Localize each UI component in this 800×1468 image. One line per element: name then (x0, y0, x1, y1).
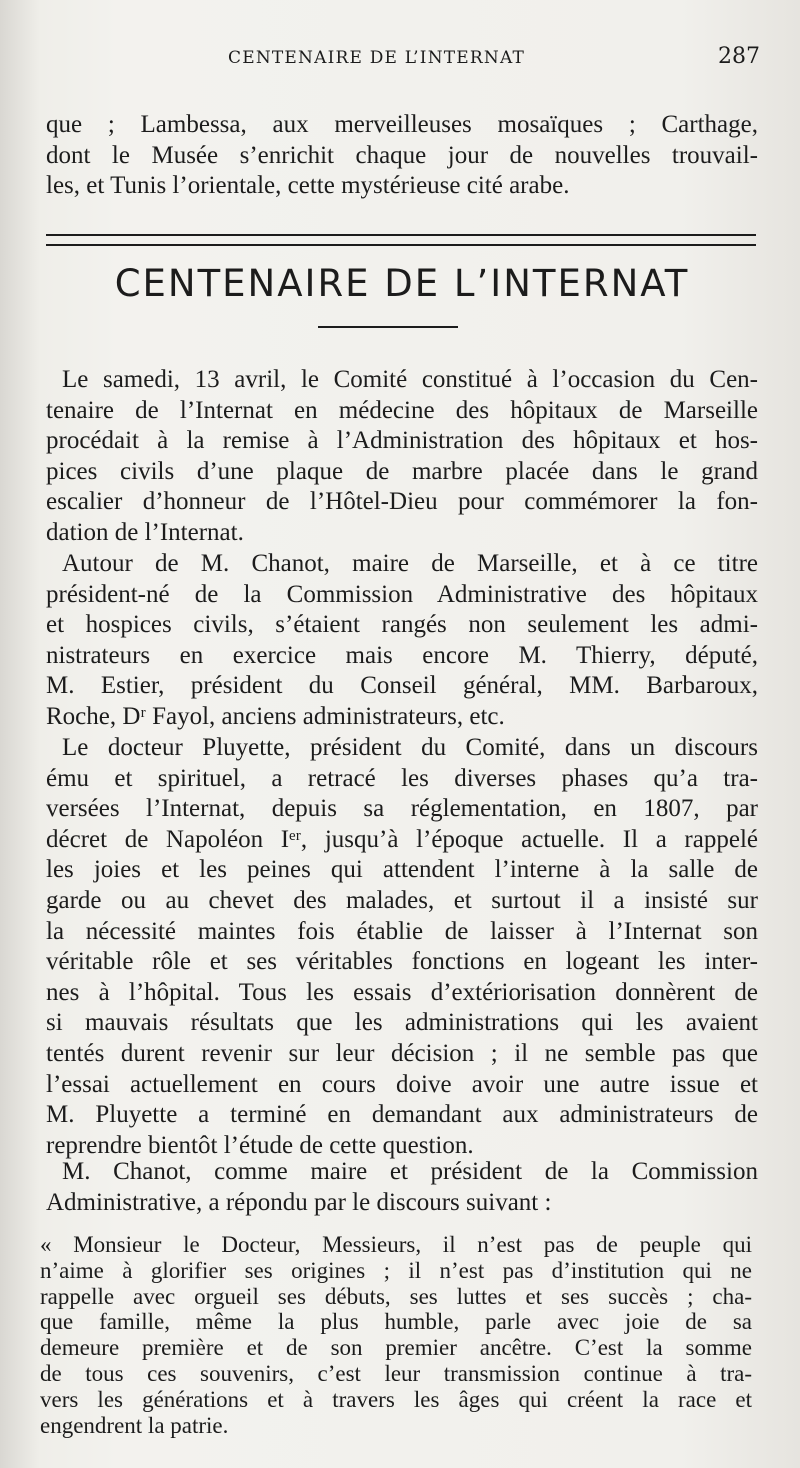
text-line: Roche, Dʳ Fayol, anciens administrateurs, etc. (46, 702, 505, 730)
text-line: si mauvais résultats que les administrations qui les avaient (46, 1009, 758, 1037)
text-line: Le samedi, 13 avril, le Comité constitué à l’occasion du Cen- (62, 366, 758, 393)
paragraph-3 (46, 733, 758, 1161)
text-line: M. Pluyette a terminé en demandant aux administrateurs de (46, 1101, 758, 1129)
article-title: CENTENAIRE DE L’INTERNAT (114, 262, 690, 305)
page-number: 287 (718, 44, 760, 69)
quote-line: vers les générations et à travers les âges qui créent la race et (40, 1386, 752, 1412)
text-line: dont le Musée s’enrichit chaque jour de nouvelles trouvail- (46, 141, 758, 169)
text-line: que ; Lambessa, aux merveilleuses mosaïques ; Carthage, (46, 111, 758, 138)
text-line: tenaire de l’Internat en médecine des hôpitaux de Marseille (46, 396, 758, 424)
speech-quote (40, 1232, 752, 1438)
text-line: procédait à la remise à l’Administration des hôpitaux et hos- (46, 427, 758, 455)
text-line: l’essai actuellement en cours doive avoir une autre issue et (46, 1070, 758, 1098)
section-divider (46, 234, 756, 246)
text-line: ému et spirituel, a retracé les diverses phases qu’a tra- (46, 764, 758, 792)
quote-line: de tous ces souvenirs, c’est leur transmission continue à tra- (40, 1360, 752, 1386)
quote-line: engendrent la patrie. (40, 1412, 229, 1438)
text-line: tentés durent revenir sur leur décision ; il ne semble pas que (46, 1039, 758, 1067)
text-line: les joies et les peines qui attendent l’interne à la salle de (46, 856, 758, 884)
text-line: versées l’Internat, depuis sa réglementation, en 1807, par (46, 795, 758, 823)
text-line: nistrateurs en exercice mais encore M. Thierry, député, (46, 641, 758, 669)
paragraph-2 (46, 549, 758, 733)
text-line: M. Estier, président du Conseil général, MM. Barbaroux, (46, 672, 758, 700)
paragraph-1 (46, 365, 758, 549)
text-line: Le docteur Pluyette, président du Comité, dans un discours (62, 734, 758, 761)
running-head-title: CENTENAIRE DE L’INTERNAT (228, 48, 526, 68)
text-line: véritable rôle et ses véritables fonctions en logeant les inter- (46, 948, 758, 976)
text-line: la nécessité maintes fois établie de laisser à l’Internat son (46, 917, 758, 945)
text-line: Administrative, a répondu par le discours suivant : (46, 1188, 552, 1216)
text-line: décret de Napoléon Iᵉʳ, jusqu’à l’époque actuelle. Il a rappelé (46, 825, 758, 853)
text-line: escalier d’honneur de l’Hôtel-Dieu pour commémorer la fon- (46, 488, 758, 516)
text-line: et hospices civils, s’étaient rangés non seulement les admi- (46, 611, 758, 639)
intro-paragraph (46, 110, 758, 202)
text-line: les, et Tunis l’orientale, cette mystérieuse cité arabe. (46, 172, 570, 200)
quote-line: n’aime à glorifier ses origines ; il n’est pas d’institution qui ne (40, 1257, 752, 1283)
text-line: nes à l’hôpital. Tous les essais d’extériorisation donnèrent de (46, 978, 758, 1006)
text-line: M. Chanot, comme maire et président de la Commission (62, 1158, 758, 1185)
text-line: garde ou au chevet des malades, et surtout il a insisté sur (46, 886, 758, 914)
text-line: dation de l’Internat. (46, 518, 244, 546)
text-line: reprendre bientôt l’étude de cette question. (46, 1131, 474, 1159)
text-line: Autour de M. Chanot, maire de Marseille, et à ce titre (62, 550, 758, 577)
title-underline (318, 326, 458, 328)
running-head (0, 44, 800, 74)
quote-line: que famille, même la plus humble, parle avec joie de sa (40, 1309, 752, 1335)
quote-line: demeure première et de son premier ancêtre. C’est la somme (40, 1335, 752, 1361)
quote-line: « Monsieur le Docteur, Messieurs, il n’est pas de peuple qui (40, 1232, 752, 1257)
quote-line: rappelle avec orgueil ses débuts, ses luttes et ses succès ; cha- (40, 1283, 752, 1309)
paragraph-4 (46, 1157, 758, 1218)
text-line: pices civils d’une plaque de marbre placée dans le grand (46, 457, 758, 485)
text-line: président-né de la Commission Administrative des hôpitaux (46, 580, 758, 608)
